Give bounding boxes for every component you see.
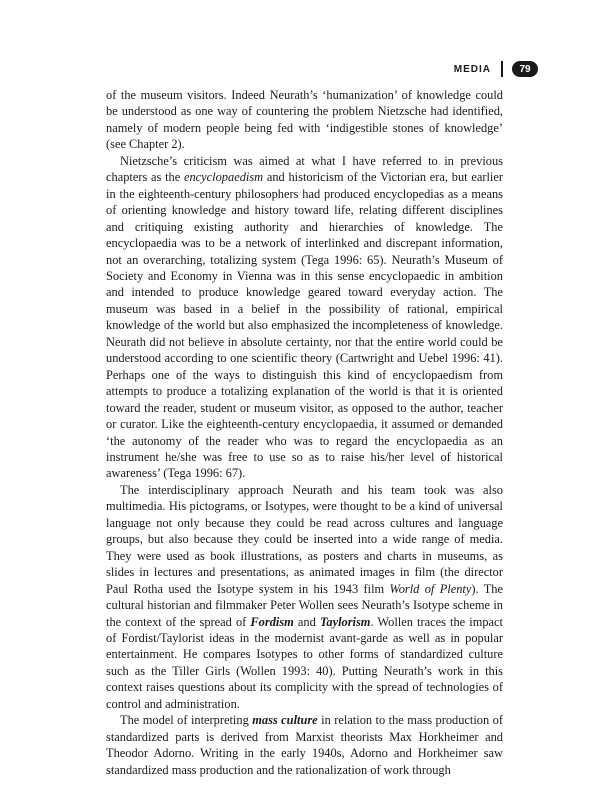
paragraph-2-text-a: Nietzsche’s criticism was aimed at what I have referred to in previous chapters as the (106, 153, 503, 185)
paragraph-3-text-e: and (293, 614, 320, 629)
term-mass-culture: mass culture (252, 713, 318, 728)
paragraph-2-text-c: and historicism of the Victorian era, but earlier in the eighteenth-century philosophers had produced encyclopedias as a means of orienting knowledge and history toward life, relating different disciplines and critiquing existing authority and hierarchies of knowledge. The encyclopaedia was to be a network of interlinked and discrepant information, not an overarching, totalizing system (Tega 1996: 65). Neurath’s Museum of Society and Economy in Vienna was in this sense encyclopaedic in ambition and intended to produce knowledge geared toward everyday action. The museum was based in a belief in the possibility of rational, empirical knowledge of the world but also emphasized the incompleteness of knowledge. Neurath did not believe in absolute certainty, nor that the entire world could be understood according to one scientific theory (Cartwright and Uebel 1996: 41). Perhaps one of the ways to distinguish this kind of encyclopaedism from attempts to produce a totalizing explanation of the world is that it is oriented toward the reader, student or museum visitor, as opposed to the author, teacher or curator. Like the eighteenth-century encyclopaedia, it assumed or demanded ‘the autonomy of the reader who was to regard the encyclopaedia as an instrument he/she was free to use so as to raise his/her level of historical awareness’ (Tega 1996: 67). (106, 170, 503, 481)
paragraph-3-text-g: . Wollen traces the impact of Fordist/Taylorist ideas in the modernist avant-garde as well as in popular entertainment. He compares Isotypes to other forms of standardized culture such as the Tiller Girls (Wollen 1993: 40). Putting Neurath’s work in this context raises questions about its complicity with the spread of technologies of control and administration. (106, 614, 503, 711)
paragraph-3-text-a: The interdisciplinary approach Neurath and his team took was also multimedia. His pictograms, or Isotypes, were thought to be a kind of universal language not only because they could be read across cultures and language groups, but also because they could be inserted into a wide range of media. They were used as book illustrations, as posters and charts in museums, as slides in lectures and presentations, as animated images in film (the director Paul Rotha used the Isotype system in his 1943 film (106, 482, 503, 596)
paragraph-4-text-c: in relation to the mass production of standardized parts is derived from Marxist theorists Max Horkheimer and Theodor Adorno. Writing in the early 1940s, Adorno and Horkheimer saw standardized mass production and the rationalization of work through (106, 713, 503, 777)
paragraph-4-text-a: The model of interpreting (120, 713, 253, 728)
paragraph-4 (106, 712, 503, 778)
body-text (106, 87, 503, 778)
running-head (454, 58, 538, 80)
term-taylorism: Taylorism (319, 614, 371, 629)
paragraph-3-text-c: ). The cultural historian and filmmaker Peter Wollen sees Neurath’s Isotype scheme in the context of the spread of (106, 581, 503, 629)
film-title: World of Plenty (389, 581, 472, 596)
running-head-divider (501, 61, 503, 77)
running-head-section: MEDIA (453, 63, 491, 75)
paragraph-2 (106, 153, 503, 482)
term-fordism: Fordism (250, 614, 294, 629)
paragraph-3 (106, 482, 503, 712)
page-number: 79 (512, 61, 538, 77)
paragraph-1: of the museum visitors. Indeed Neurath’s ‘humanization’ of knowledge could be understood as one way of countering the problem Nietzsche had identified, namely of modern people being fed with ‘indigestible stones of knowledge’ (see Chapter 2). (106, 88, 503, 152)
term-encyclopaedism: encyclopaedism (183, 170, 264, 185)
